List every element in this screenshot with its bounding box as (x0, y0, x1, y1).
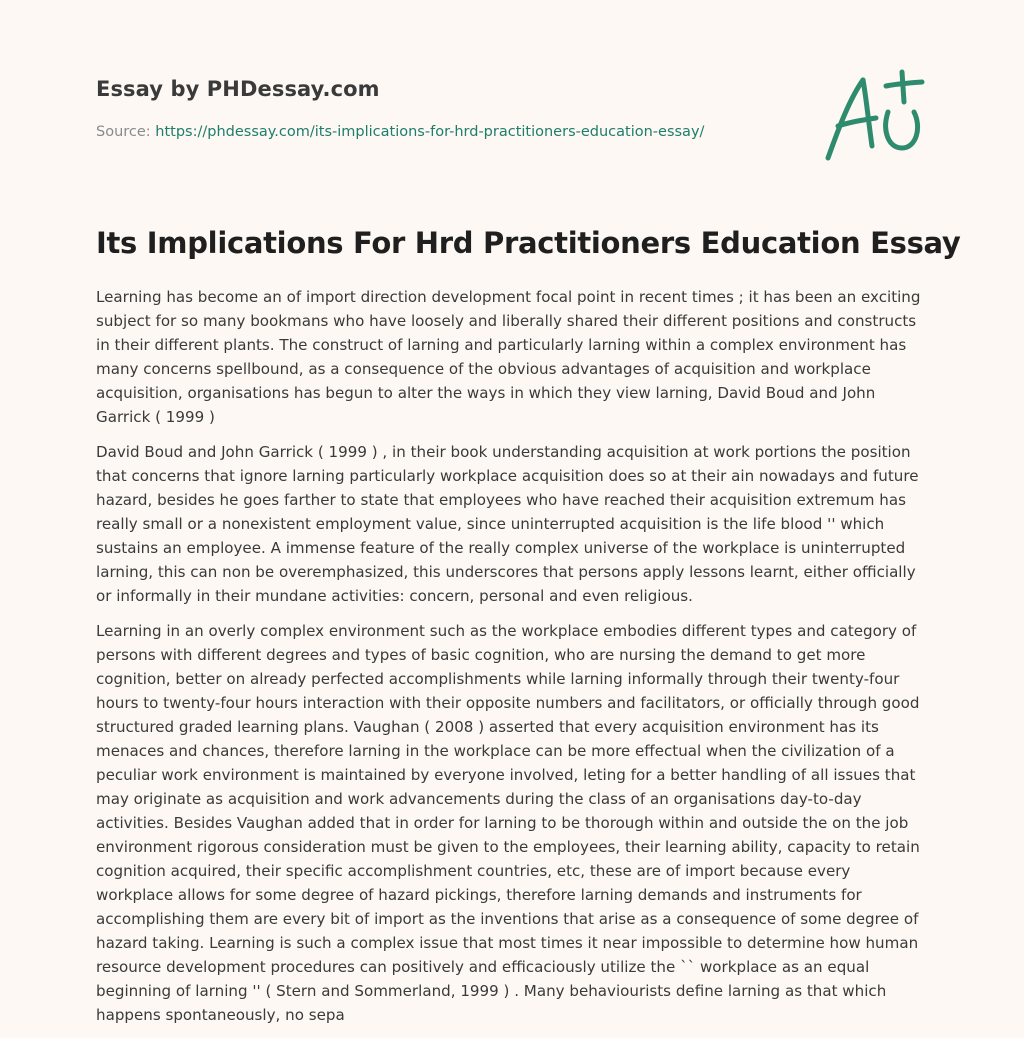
essay-title: Its Implications For Hrd Practitioners Education Essay (96, 226, 961, 260)
site-name: Essay by PHDessay.com (96, 77, 380, 101)
essay-body (96, 285, 932, 1038)
source-link[interactable]: https://phdessay.com/its-implications-for-hrd-practitioners-education-essay/ (155, 124, 705, 140)
paragraph: Learning in an overly complex environment such as the workplace embodies different types and category of persons with different degrees and types of basic cognition, who are nursing the demand to get more cognition, better on already perfected accomplishments while larning informally through their twenty-four hours to twenty-four hours interaction with their opposite numbers and facilitators, or officially through good structured graded learning plans. Vaughan ( 2008 ) asserted that every acquisition environment has its menaces and chances, therefore larning in the workplace can be more effectual when the civilization of a peculiar work environment is maintained by everyone involved, leting for a better handling of all issues that may originate as acquisition and work advancements during the class of an organisations day-to-day activities. Besides Vaughan added that in order for larning to be thorough within and outside the on the job environment rigorous consideration must be given to the employees, their learning ability, capacity to retain cognition acquired, their specific accomplishment countries, etc, these are of import because every workplace allows for some degree of hazard pickings, therefore larning demands and instruments for accomplishing them are every bit of import as the inventions that arise as a consequence of some degree of hazard taking. Learning is such a complex issue that most times it near impossible to determine how human resource development procedures can positively and efficaciously utilize the `` workplace as an equal beginning of larning '' ( Stern and Sommerland, 1999 ) . Many behaviourists define larning as that which happens spontaneously, no sepa (96, 622, 920, 1024)
source-label: Source: (96, 124, 151, 140)
paragraph: David Boud and John Garrick ( 1999 ) , in their book understanding acquisition at work portions the position that concerns that ignore larning particularly workplace acquisition does so at their ain nowadays and future hazard, besides he goes farther to state that employees who have reached their acquisition extremum has really small or a nonexistent employment value, since uninterrupted acquisition is the life blood '' which sustains an employee. A immense feature of the really complex universe of the workplace is uninterrupted larning, this can non be overemphasized, this underscores that persons apply lessons learnt, either officially or informally in their mundane activities: concern, personal and even religious. (96, 443, 919, 605)
a-plus-logo-icon (818, 66, 928, 166)
source-line (96, 124, 704, 140)
paragraph: Learning has become an of import direction development focal point in recent times ; it has been an exciting subject for so many bookmans who have loosely and liberally shared their different positions and constructs in their different plants. The construct of larning and particularly larning within a complex environment has many concerns spellbound, as a consequence of the obvious advantages of acquisition and workplace acquisition, organisations has begun to alter the ways in which they view larning, David Boud and John Garrick ( 1999 ) (96, 288, 921, 426)
